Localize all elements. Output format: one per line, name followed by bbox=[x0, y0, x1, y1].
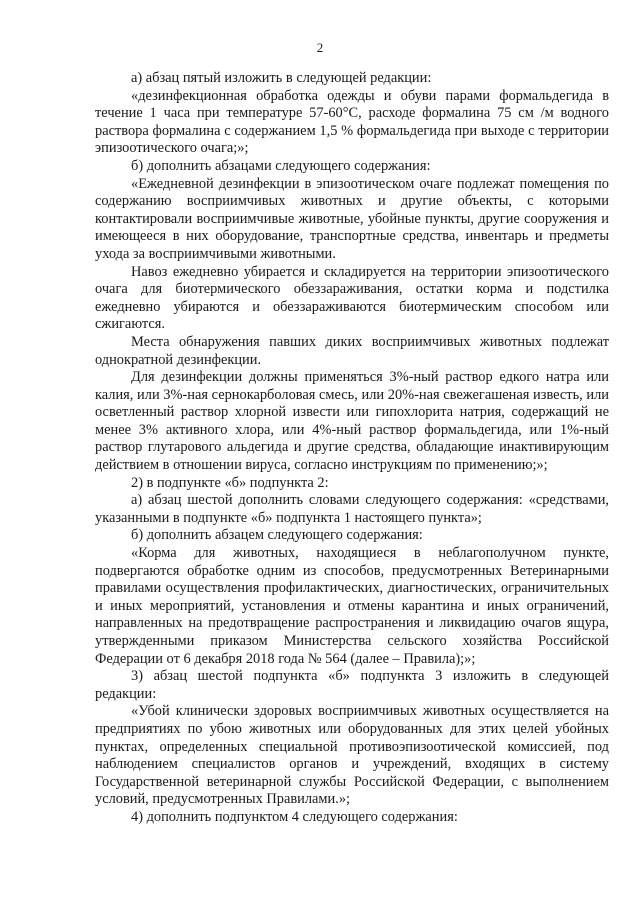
document-body bbox=[95, 70, 609, 827]
paragraph: 4) дополнить подпунктом 4 следующего содержания: bbox=[131, 808, 458, 825]
paragraph: а) абзац пятый изложить в следующей редакции: bbox=[131, 70, 432, 86]
page-number: 2 bbox=[316, 40, 324, 55]
paragraph: «Ежедневной дезинфекции в эпизоотическом очаге подлежат помещения по содержанию восприимчивых животных и другие объекты, с которыми контактировали восприимчивые животные, убойные пункты, другие сооружения и имеющееся в них оборудование, транспортные средства, инвентарь и предметы ухода за восприимчивыми животными. bbox=[95, 175, 609, 262]
paragraph: Для дезинфекции должны применяться 3%-ный раствор едкого натра или калия, или 3%-ная сернокарболовая смесь, или 20%-ная свежегашеная известь, или осветленный раствор хлорной извести или гипохлорита натрия, содержащий не менее 3% активного хлора, или 4%-ный раствор формальдегида, или 1%-ный раствор глутарового альдегида и другие средства, обладающие инактивирующим действием в отношении вируса, согласно инструкциям по применению;»; bbox=[95, 369, 609, 474]
paragraph: «Корма для животных, находящиеся в неблагополучном пункте, подвергаются обработке одним из способов, предусмотренных Ветеринарными правилами осуществления профилактических, диагностических, ограничительных и иных мероприятий, установления и отмены карантина и иных ограничений, направленных на предотвращение распространения и ликвидацию очагов ящура, утвержденными приказом Министерства сельского хозяйства Российской Федерации от 6 декабря 2018 года № 564 (далее – Правила);»; bbox=[95, 545, 609, 667]
paragraph: 2) в подпункте «б» подпункта 2: bbox=[131, 474, 329, 491]
paragraph: «дезинфекционная обработка одежды и обуви парами формальдегида в течение 1 часа при температуре 57-60°С, расходе формалина 75 см /м водного раствора формалина с содержанием 1,5 % формальдегида при выходе с территории эпизоотического очага;»; bbox=[95, 87, 609, 157]
paragraph: б) дополнить абзацем следующего содержания: bbox=[131, 527, 423, 544]
paragraph: б) дополнить абзацами следующего содержания: bbox=[131, 157, 431, 174]
paragraph: а) абзац шестой дополнить словами следующего содержания: «средствами, указанными в подпункте «б» подпункта 1 настоящего пункта»; bbox=[95, 492, 609, 526]
paragraph: Навоз ежедневно убирается и складируется на территории эпизоотического очага для биотермического обеззараживания, остатки корма и подстилка ежедневно убираются и обеззараживаются биотермическим способом или сжигаются. bbox=[95, 263, 609, 333]
paragraph: 3) абзац шестой подпункта «б» подпункта 3 изложить в следующей редакции: bbox=[95, 668, 609, 702]
paragraph: «Убой клинически здоровых восприимчивых животных осуществляется на предприятиях по убою животных или оборудованных для этих целей убойных пунктах, определенных специальной противоэпизоотической комиссией, под наблюдением специалистов органов и учреждений, входящих в систему Государственной ветеринарной службы Российской Федерации, с выполнением условий, предусмотренных Правилами.»; bbox=[95, 703, 609, 808]
paragraph: Места обнаружения павших диких восприимчивых животных подлежат однократной дезинфекции. bbox=[95, 333, 609, 368]
